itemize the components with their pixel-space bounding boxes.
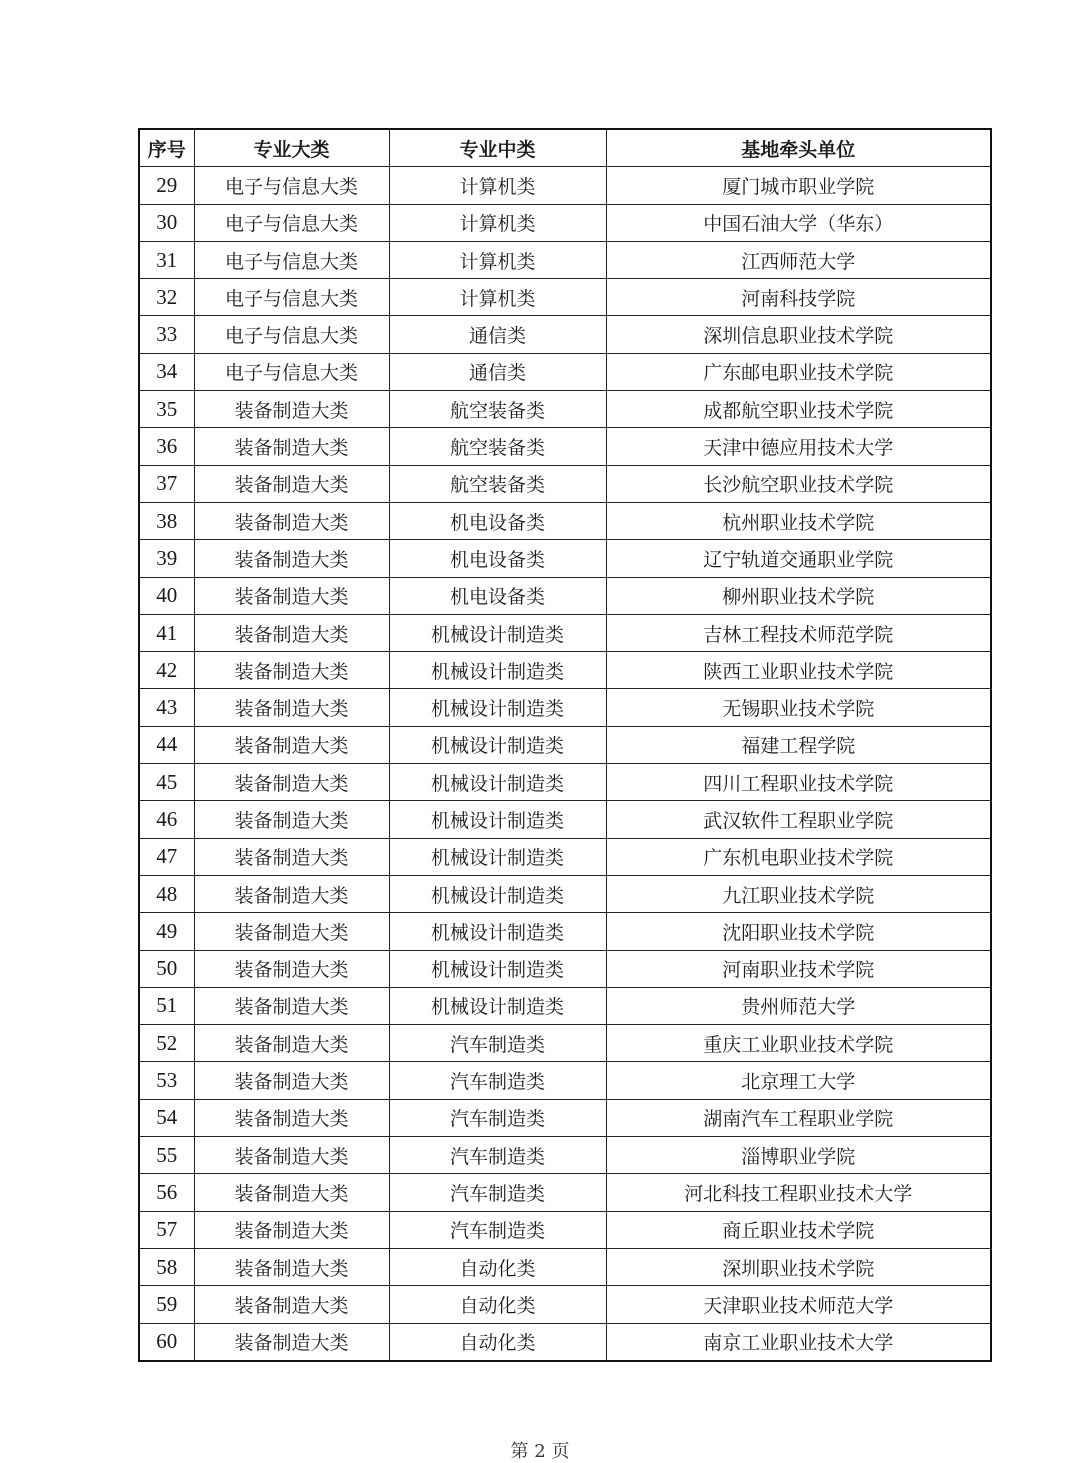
cell-lead-institution: 广东邮电职业技术学院 bbox=[606, 353, 991, 390]
cell-lead-institution: 天津中德应用技术大学 bbox=[606, 428, 991, 465]
cell-row-index: 53 bbox=[139, 1062, 194, 1099]
cell-row-index: 38 bbox=[139, 502, 194, 539]
cell-lead-institution: 柳州职业技术学院 bbox=[606, 577, 991, 614]
cell-row-index: 55 bbox=[139, 1137, 194, 1174]
cell-row-index: 29 bbox=[139, 167, 194, 204]
cell-lead-institution: 沈阳职业技术学院 bbox=[606, 913, 991, 950]
cell-row-index: 32 bbox=[139, 279, 194, 316]
cell-row-index: 34 bbox=[139, 353, 194, 390]
table-row bbox=[139, 540, 991, 577]
cell-major-category: 装备制造大类 bbox=[194, 652, 389, 689]
cell-major-category: 装备制造大类 bbox=[194, 1211, 389, 1248]
cell-major-category: 装备制造大类 bbox=[194, 540, 389, 577]
cell-major-category: 装备制造大类 bbox=[194, 1025, 389, 1062]
cell-row-index: 60 bbox=[139, 1323, 194, 1361]
table-body bbox=[139, 167, 991, 1361]
cell-major-subcategory: 汽车制造类 bbox=[389, 1099, 606, 1136]
cell-row-index: 41 bbox=[139, 614, 194, 651]
cell-major-category: 电子与信息大类 bbox=[194, 353, 389, 390]
cell-lead-institution: 河北科技工程职业技术大学 bbox=[606, 1174, 991, 1211]
table-row bbox=[139, 428, 991, 465]
cell-major-category: 装备制造大类 bbox=[194, 465, 389, 502]
cell-major-category: 装备制造大类 bbox=[194, 875, 389, 912]
cell-major-subcategory: 计算机类 bbox=[389, 279, 606, 316]
table-row bbox=[139, 577, 991, 614]
cell-major-category: 电子与信息大类 bbox=[194, 241, 389, 278]
cell-major-category: 装备制造大类 bbox=[194, 577, 389, 614]
header-lead-institution: 基地牵头单位 bbox=[606, 129, 991, 167]
cell-major-subcategory: 机械设计制造类 bbox=[389, 726, 606, 763]
cell-major-subcategory: 机械设计制造类 bbox=[389, 614, 606, 651]
table-row bbox=[139, 1323, 991, 1361]
cell-major-category: 装备制造大类 bbox=[194, 502, 389, 539]
cell-major-category: 装备制造大类 bbox=[194, 428, 389, 465]
cell-major-subcategory: 通信类 bbox=[389, 316, 606, 353]
cell-major-category: 装备制造大类 bbox=[194, 950, 389, 987]
table-row bbox=[139, 316, 991, 353]
cell-major-subcategory: 机电设备类 bbox=[389, 502, 606, 539]
cell-row-index: 50 bbox=[139, 950, 194, 987]
cell-major-subcategory: 汽车制造类 bbox=[389, 1211, 606, 1248]
header-index: 序号 bbox=[139, 129, 194, 167]
cell-major-category: 装备制造大类 bbox=[194, 1248, 389, 1285]
cell-major-category: 装备制造大类 bbox=[194, 913, 389, 950]
table-row bbox=[139, 987, 991, 1024]
cell-lead-institution: 广东机电职业技术学院 bbox=[606, 838, 991, 875]
cell-lead-institution: 长沙航空职业技术学院 bbox=[606, 465, 991, 502]
table-row bbox=[139, 204, 991, 241]
cell-major-subcategory: 自动化类 bbox=[389, 1323, 606, 1361]
cell-major-subcategory: 计算机类 bbox=[389, 204, 606, 241]
table-row bbox=[139, 764, 991, 801]
cell-major-category: 装备制造大类 bbox=[194, 689, 389, 726]
table-row bbox=[139, 838, 991, 875]
cell-lead-institution: 湖南汽车工程职业学院 bbox=[606, 1099, 991, 1136]
cell-lead-institution: 中国石油大学（华东） bbox=[606, 204, 991, 241]
cell-major-subcategory: 机电设备类 bbox=[389, 540, 606, 577]
institutions-table bbox=[138, 128, 992, 1362]
cell-row-index: 43 bbox=[139, 689, 194, 726]
cell-lead-institution: 商丘职业技术学院 bbox=[606, 1211, 991, 1248]
table-row bbox=[139, 1025, 991, 1062]
table-row bbox=[139, 167, 991, 204]
cell-major-category: 电子与信息大类 bbox=[194, 316, 389, 353]
table-row bbox=[139, 1099, 991, 1136]
cell-major-subcategory: 机械设计制造类 bbox=[389, 950, 606, 987]
cell-row-index: 47 bbox=[139, 838, 194, 875]
cell-major-category: 装备制造大类 bbox=[194, 1137, 389, 1174]
cell-row-index: 33 bbox=[139, 316, 194, 353]
cell-major-subcategory: 航空装备类 bbox=[389, 465, 606, 502]
cell-major-subcategory: 机械设计制造类 bbox=[389, 875, 606, 912]
cell-row-index: 56 bbox=[139, 1174, 194, 1211]
cell-lead-institution: 河南科技学院 bbox=[606, 279, 991, 316]
table-row bbox=[139, 1248, 991, 1285]
cell-lead-institution: 陕西工业职业技术学院 bbox=[606, 652, 991, 689]
cell-major-category: 装备制造大类 bbox=[194, 801, 389, 838]
cell-row-index: 51 bbox=[139, 987, 194, 1024]
cell-lead-institution: 深圳职业技术学院 bbox=[606, 1248, 991, 1285]
table-row bbox=[139, 241, 991, 278]
cell-major-category: 装备制造大类 bbox=[194, 1286, 389, 1323]
table-row bbox=[139, 391, 991, 428]
cell-major-subcategory: 机械设计制造类 bbox=[389, 764, 606, 801]
header-major-category: 专业大类 bbox=[194, 129, 389, 167]
table-row bbox=[139, 614, 991, 651]
cell-major-subcategory: 汽车制造类 bbox=[389, 1174, 606, 1211]
cell-lead-institution: 北京理工大学 bbox=[606, 1062, 991, 1099]
cell-row-index: 31 bbox=[139, 241, 194, 278]
cell-major-subcategory: 汽车制造类 bbox=[389, 1062, 606, 1099]
cell-row-index: 49 bbox=[139, 913, 194, 950]
table-row bbox=[139, 801, 991, 838]
table-row bbox=[139, 950, 991, 987]
table-row bbox=[139, 689, 991, 726]
page-number: 第 2 页 bbox=[510, 1441, 570, 1462]
table-row bbox=[139, 353, 991, 390]
cell-major-subcategory: 自动化类 bbox=[389, 1248, 606, 1285]
table-row bbox=[139, 1174, 991, 1211]
cell-row-index: 54 bbox=[139, 1099, 194, 1136]
cell-row-index: 59 bbox=[139, 1286, 194, 1323]
cell-row-index: 46 bbox=[139, 801, 194, 838]
cell-major-category: 装备制造大类 bbox=[194, 764, 389, 801]
table-row bbox=[139, 1286, 991, 1323]
cell-lead-institution: 武汉软件工程职业学院 bbox=[606, 801, 991, 838]
cell-row-index: 44 bbox=[139, 726, 194, 763]
cell-major-subcategory: 机械设计制造类 bbox=[389, 838, 606, 875]
cell-lead-institution: 江西师范大学 bbox=[606, 241, 991, 278]
table-row bbox=[139, 875, 991, 912]
cell-row-index: 52 bbox=[139, 1025, 194, 1062]
cell-row-index: 36 bbox=[139, 428, 194, 465]
table-header-row bbox=[139, 129, 991, 167]
cell-row-index: 37 bbox=[139, 465, 194, 502]
table-row bbox=[139, 652, 991, 689]
table-row bbox=[139, 1211, 991, 1248]
cell-lead-institution: 杭州职业技术学院 bbox=[606, 502, 991, 539]
cell-major-category: 装备制造大类 bbox=[194, 987, 389, 1024]
table-row bbox=[139, 502, 991, 539]
cell-major-subcategory: 航空装备类 bbox=[389, 391, 606, 428]
cell-major-subcategory: 通信类 bbox=[389, 353, 606, 390]
header-major-subcategory: 专业中类 bbox=[389, 129, 606, 167]
cell-major-subcategory: 机电设备类 bbox=[389, 577, 606, 614]
cell-lead-institution: 九江职业技术学院 bbox=[606, 875, 991, 912]
cell-major-category: 装备制造大类 bbox=[194, 838, 389, 875]
cell-major-category: 装备制造大类 bbox=[194, 614, 389, 651]
cell-major-category: 装备制造大类 bbox=[194, 1174, 389, 1211]
cell-lead-institution: 天津职业技术师范大学 bbox=[606, 1286, 991, 1323]
cell-lead-institution: 重庆工业职业技术学院 bbox=[606, 1025, 991, 1062]
cell-major-category: 装备制造大类 bbox=[194, 1062, 389, 1099]
cell-major-subcategory: 机械设计制造类 bbox=[389, 689, 606, 726]
cell-lead-institution: 河南职业技术学院 bbox=[606, 950, 991, 987]
table-row bbox=[139, 465, 991, 502]
cell-row-index: 57 bbox=[139, 1211, 194, 1248]
cell-lead-institution: 辽宁轨道交通职业学院 bbox=[606, 540, 991, 577]
cell-row-index: 42 bbox=[139, 652, 194, 689]
table-row bbox=[139, 726, 991, 763]
cell-lead-institution: 成都航空职业技术学院 bbox=[606, 391, 991, 428]
cell-lead-institution: 厦门城市职业学院 bbox=[606, 167, 991, 204]
cell-major-subcategory: 计算机类 bbox=[389, 241, 606, 278]
cell-major-subcategory: 航空装备类 bbox=[389, 428, 606, 465]
cell-row-index: 30 bbox=[139, 204, 194, 241]
cell-major-category: 装备制造大类 bbox=[194, 726, 389, 763]
cell-lead-institution: 福建工程学院 bbox=[606, 726, 991, 763]
cell-row-index: 40 bbox=[139, 577, 194, 614]
cell-lead-institution: 淄博职业学院 bbox=[606, 1137, 991, 1174]
cell-major-category: 电子与信息大类 bbox=[194, 279, 389, 316]
cell-major-category: 电子与信息大类 bbox=[194, 204, 389, 241]
table-row bbox=[139, 279, 991, 316]
table-row bbox=[139, 1062, 991, 1099]
cell-lead-institution: 南京工业职业技术大学 bbox=[606, 1323, 991, 1361]
cell-major-category: 装备制造大类 bbox=[194, 1099, 389, 1136]
table-row bbox=[139, 913, 991, 950]
cell-lead-institution: 无锡职业技术学院 bbox=[606, 689, 991, 726]
cell-major-subcategory: 汽车制造类 bbox=[389, 1137, 606, 1174]
cell-row-index: 58 bbox=[139, 1248, 194, 1285]
cell-lead-institution: 四川工程职业技术学院 bbox=[606, 764, 991, 801]
cell-major-subcategory: 机械设计制造类 bbox=[389, 801, 606, 838]
cell-major-subcategory: 机械设计制造类 bbox=[389, 652, 606, 689]
cell-lead-institution: 贵州师范大学 bbox=[606, 987, 991, 1024]
cell-major-category: 装备制造大类 bbox=[194, 1323, 389, 1361]
cell-major-category: 电子与信息大类 bbox=[194, 167, 389, 204]
cell-row-index: 48 bbox=[139, 875, 194, 912]
cell-row-index: 35 bbox=[139, 391, 194, 428]
cell-major-subcategory: 自动化类 bbox=[389, 1286, 606, 1323]
cell-row-index: 39 bbox=[139, 540, 194, 577]
cell-lead-institution: 吉林工程技术师范学院 bbox=[606, 614, 991, 651]
cell-row-index: 45 bbox=[139, 764, 194, 801]
cell-major-subcategory: 汽车制造类 bbox=[389, 1025, 606, 1062]
cell-major-subcategory: 机械设计制造类 bbox=[389, 987, 606, 1024]
cell-major-category: 装备制造大类 bbox=[194, 391, 389, 428]
cell-major-subcategory: 计算机类 bbox=[389, 167, 606, 204]
cell-major-subcategory: 机械设计制造类 bbox=[389, 913, 606, 950]
cell-lead-institution: 深圳信息职业技术学院 bbox=[606, 316, 991, 353]
table-row bbox=[139, 1137, 991, 1174]
